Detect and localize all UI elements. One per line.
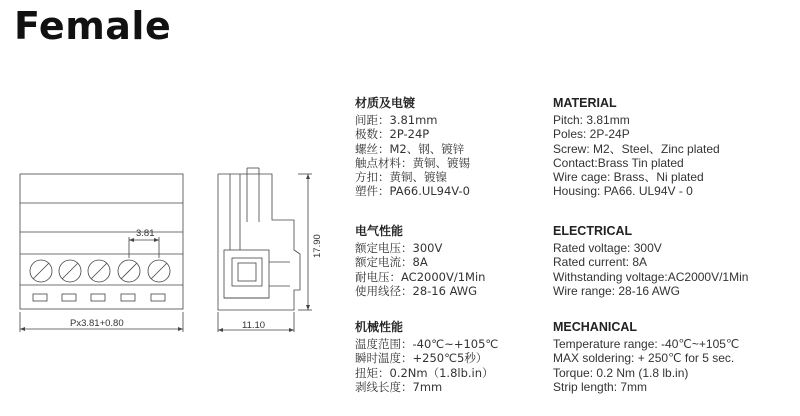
wire-slots [33, 294, 165, 301]
spec-line: MAX soldering: + 250℃ for 5 sec. [553, 351, 735, 366]
en-electrical-heading: ELECTRICAL [553, 224, 633, 238]
spec-line: Torque: 0.2 Nm (1.8 lb.in) [553, 365, 689, 380]
spec-line: Wire range: 28-16 AWG [553, 283, 680, 298]
en-mechanical-section [553, 320, 739, 394]
spec-line: Rated current: 8A [553, 255, 648, 270]
zh-electrical-section [355, 224, 485, 298]
zh-mechanical-section [355, 320, 498, 394]
spec-line: Rated voltage: 300V [553, 241, 662, 256]
pitch-label: 3.81 [136, 228, 155, 239]
zh-material-section [355, 96, 470, 198]
spec-line: 使用线径：28-16 AWG [355, 283, 478, 298]
spec-line: Screw: M2、Steel、Zinc plated [553, 141, 720, 156]
spec-line: 扭矩：0.2Nm（1.8lb.in） [355, 365, 494, 380]
spec-line: Pitch: 3.81mm [553, 113, 630, 128]
spec-line: Strip length: 7mm [553, 379, 648, 394]
spec-line: 瞬时温度：+250℃5秒） [355, 351, 488, 366]
spec-line: 耐电压：AC2000V/1Min [355, 269, 486, 284]
spec-line: 额定电压：300V [355, 241, 443, 256]
spec-line: 极数：2P-24P [355, 127, 430, 142]
en-material-section [553, 96, 720, 198]
en-mechanical-heading: MECHANICAL [553, 320, 638, 334]
zh-mechanical-heading: 机械性能 [355, 320, 404, 334]
spec-line: 塑件：PA66.UL94V-0 [355, 184, 470, 199]
spec-line: 方扣：黄铜、镀镍 [355, 170, 447, 185]
spec-line: 温度范围：-40℃~+105℃ [355, 337, 499, 352]
spec-line: 间距：3.81mm [355, 113, 438, 128]
width-label: Px3.81+0.80 [70, 318, 124, 329]
spec-line: Wire cage: Brass、Ni plated [553, 170, 704, 185]
spec-line: 触点材料：黄铜、镀锡 [355, 155, 470, 170]
spec-line: Housing: PA66. UL94V - 0 [553, 184, 693, 199]
spec-line: 剥线长度：7mm [355, 379, 443, 394]
spec-line: Withstanding voltage:AC2000V/1Min [553, 269, 749, 284]
en-material-heading: MATERIAL [553, 96, 617, 110]
page-title: Female [14, 4, 172, 48]
spec-line: Poles: 2P-24P [553, 127, 630, 142]
spec-line: Contact:Brass Tin plated [553, 155, 684, 170]
spec-line: 额定电流：8A [355, 255, 428, 270]
side-view-outline [218, 168, 300, 310]
front-view-outline [20, 174, 183, 309]
spec-line: 螺丝：M2、钢、镀锌 [355, 141, 465, 156]
zh-material-heading: 材质及电镀 [355, 96, 416, 110]
side-width-label: 11.10 [242, 320, 266, 331]
screw-holes [30, 260, 170, 282]
spec-line: Temperature range: -40℃~+105℃ [553, 337, 740, 352]
height-label: 17.90 [312, 234, 323, 258]
en-electrical-section [553, 224, 748, 298]
zh-electrical-heading: 电气性能 [355, 224, 404, 238]
